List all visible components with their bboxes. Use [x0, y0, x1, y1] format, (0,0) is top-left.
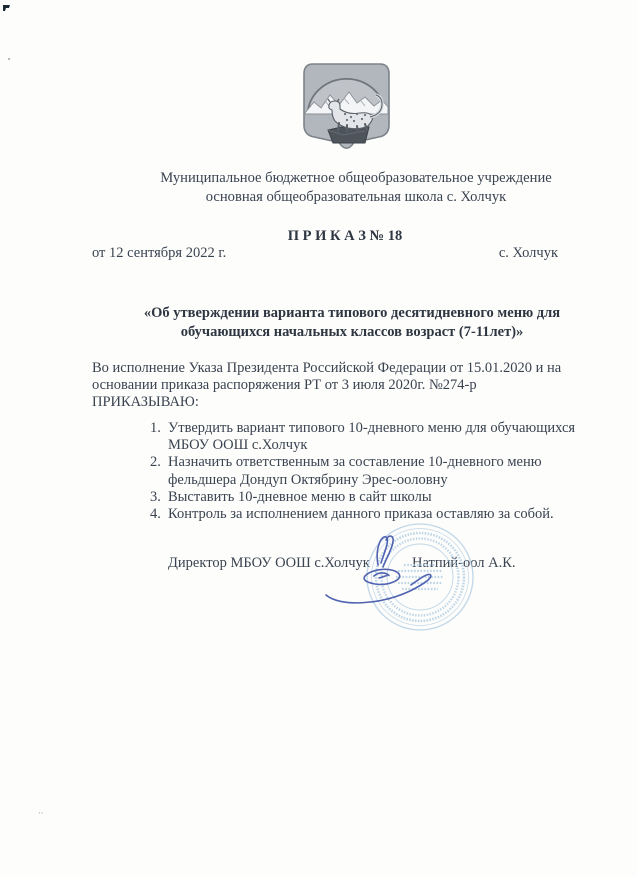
order-place: с. Холчук	[498, 245, 558, 261]
preamble-line3: ПРИКАЗЫВАЮ:	[92, 394, 199, 411]
preamble-line1: Во исполнение Указа Президента Российской Федерации от 15.01.2020 и на	[92, 360, 562, 376]
date-place-row	[92, 245, 558, 262]
order-number-heading: П Р И К А З № 18	[287, 228, 403, 244]
order-items-list	[150, 420, 590, 523]
scan-artifact-dot	[8, 58, 10, 60]
org-name-line2: основная общеобразовательная школа с. Холчук	[205, 189, 507, 205]
organization-header	[100, 169, 612, 207]
preamble-paragraph	[92, 360, 577, 412]
director-signature-icon	[322, 531, 452, 619]
item-text: Назначить ответственным за составление 10-дневного меню фельдшера Дондуп Октябрину Эрес-ооловну	[168, 454, 542, 488]
scan-artifact-smudge: ‚‚	[38, 806, 44, 815]
signatory-name: Натпий-оол А.К.	[412, 555, 516, 571]
item-number: 3.	[150, 488, 161, 505]
order-item-3	[150, 489, 590, 506]
item-text: Утвердить вариант типового 10-дневного меню для обучающихся МБОУ ООШ с.Холчук	[168, 420, 576, 454]
org-name-line1: Муниципальное бюджетное общеобразовательное учреждение	[160, 170, 552, 186]
scan-artifact-mark	[3, 5, 11, 14]
order-item-1	[150, 420, 590, 454]
snow-leopard-emblem-icon	[299, 61, 394, 156]
item-number: 4.	[150, 506, 161, 523]
order-date: от 12 сентября 2022 г.	[92, 245, 227, 261]
order-title-line2: обучающихся начальных классов возраст (7-11лет)»	[180, 324, 524, 340]
order-title-line1: «Об утверждении варианта типового десятидневного меню для	[143, 305, 561, 321]
order-item-2	[150, 454, 590, 488]
item-text: Контроль за исполнением данного приказа оставляю за собой.	[168, 506, 554, 523]
item-number: 1.	[150, 420, 161, 436]
item-text: Выставить 10-дневное меню в сайт школы	[168, 488, 432, 505]
signature-label: Директор МБОУ ООШ с.Холчук	[168, 555, 370, 571]
order-title	[92, 304, 612, 342]
item-number: 2.	[150, 454, 161, 471]
preamble-line2: основании приказа распоряжения РТ от 3 июля 2020г. №274-р	[92, 377, 477, 394]
